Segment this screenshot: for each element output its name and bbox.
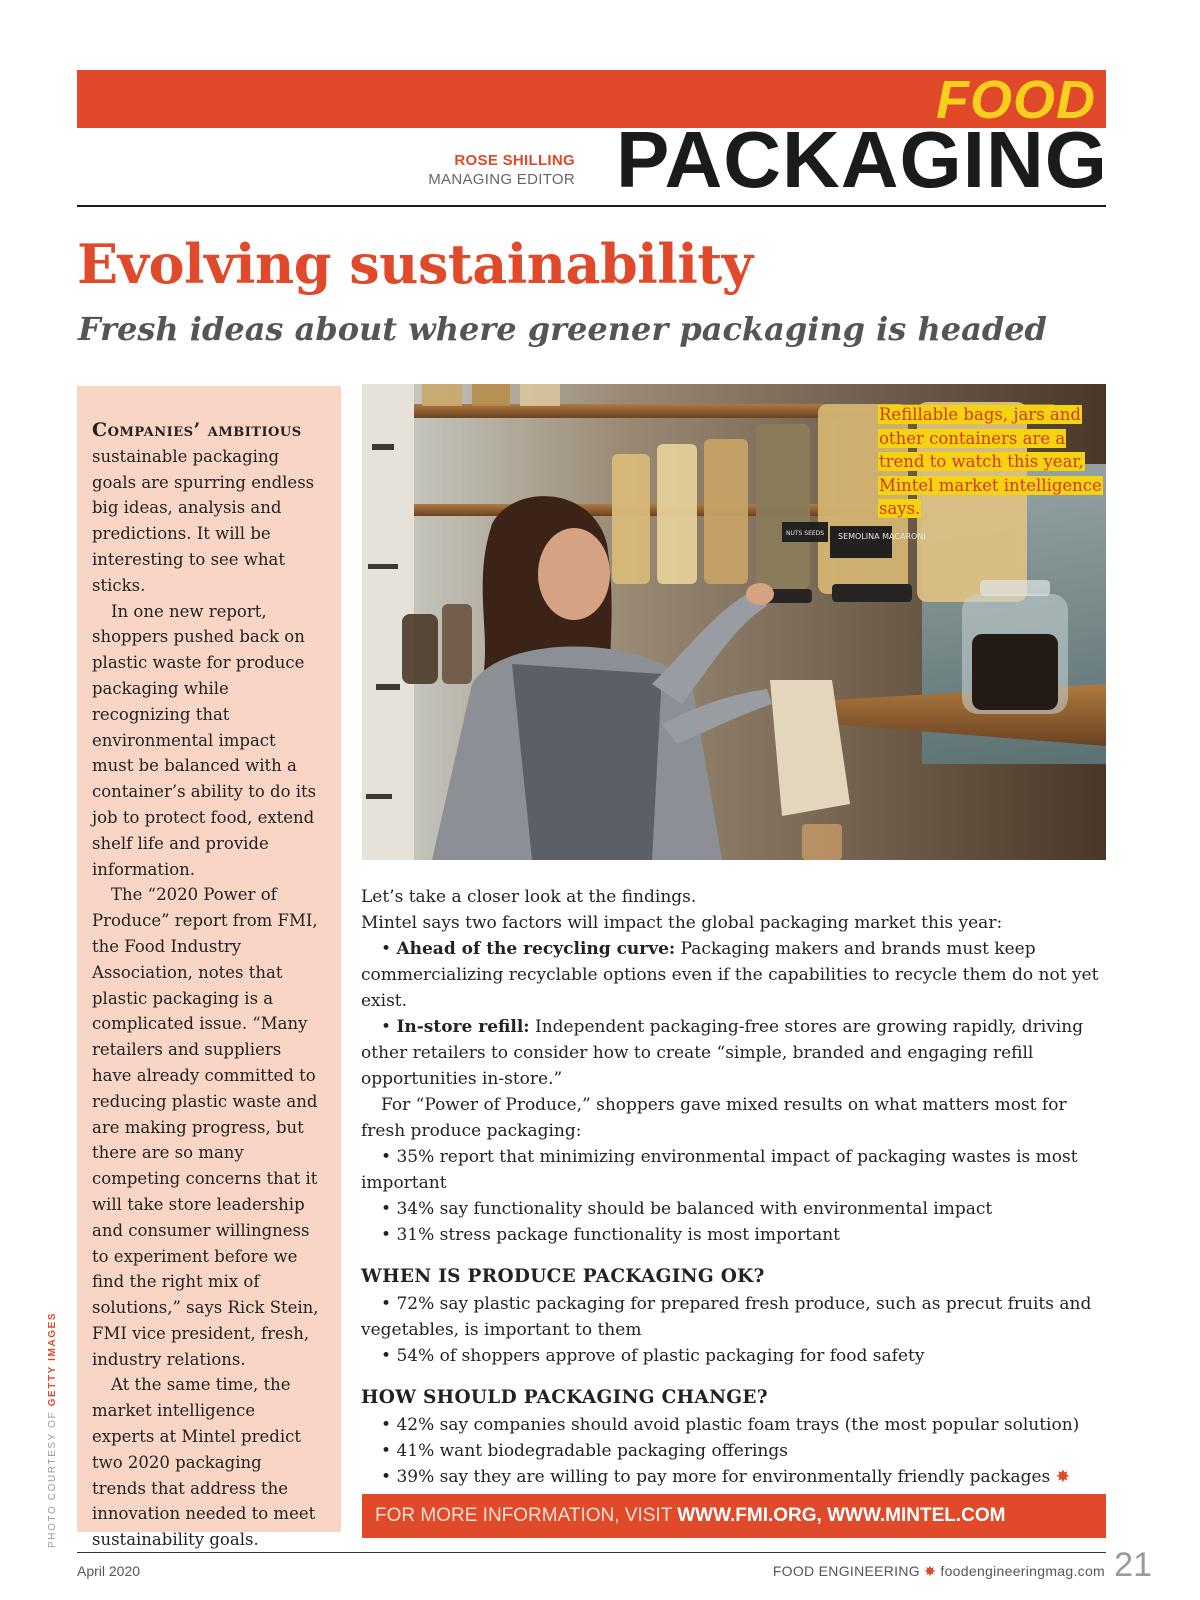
stat-text: 72% say plastic packaging for prepared fresh produce, such as precut fruits and vegetables, is important to them: [361, 1294, 1092, 1340]
feature-photo: [362, 384, 1106, 860]
stat-item: [361, 1464, 1109, 1490]
stat-item: [361, 1343, 1109, 1369]
photo-caption: [878, 403, 1103, 521]
issue-date: April 2020: [77, 1563, 141, 1579]
stat-text: 34% say functionality should be balanced with environmental impact: [396, 1199, 993, 1219]
subhead: WHEN IS PRODUCE PACKAGING OK?: [361, 1266, 765, 1287]
bullet-dot: •: [381, 1415, 392, 1435]
magazine-name: FOOD ENGINEERING: [772, 1563, 920, 1579]
page-number: 21: [1114, 1546, 1152, 1584]
stat-item: [361, 1412, 1109, 1438]
bullet-label: In-store refill:: [396, 1017, 530, 1037]
bullet-dot: •: [381, 1441, 392, 1461]
bullet-dot: •: [381, 1017, 392, 1037]
stat-text: 35% report that minimizing environmental impact of packaging wastes is most important: [361, 1147, 1078, 1193]
stat-item: [361, 1291, 1109, 1343]
article-headline: Evolving sustainability: [77, 232, 753, 296]
body-paragraph: Mintel says two factors will impact the global packaging market this year:: [361, 913, 1003, 933]
sidebar-text: [92, 418, 320, 1553]
photo-credit-prefix: PHOTO COURTESY OF: [47, 1406, 58, 1548]
bullet-dot: •: [381, 939, 392, 959]
stat-text: 39% say they are willing to pay more for environmentally friendly packages: [396, 1467, 1051, 1487]
photo-caption-text: Refillable bags, jars and other containers are a trend to watch this year, Mintel market intelligence says.: [879, 405, 1102, 518]
stat-item: [361, 1438, 1109, 1464]
more-info-links[interactable]: WWW.FMI.ORG, WWW.MINTEL.COM: [677, 1505, 1006, 1526]
bullet-dot: •: [381, 1199, 392, 1219]
separator-icon: ✸: [924, 1563, 937, 1579]
stat-text: 41% want biodegradable packaging offerings: [396, 1441, 788, 1461]
sidebar-paragraph-text: sustainable packaging goals are spurring endless big ideas, analysis and predictions. It will be interesting to see what sticks.: [92, 446, 315, 595]
stat-item: [361, 1144, 1109, 1196]
bullet-text: Packaging makers and brands must keep commercializing recyclable options even if the capabilities to recycle them do not yet exist.: [361, 939, 1099, 1011]
bullet-dot: •: [381, 1147, 392, 1167]
body-paragraph: For “Power of Produce,” shoppers gave mixed results on what matters most for fresh produce packaging:: [361, 1095, 1067, 1141]
jar-label-2: NUTS SEEDS: [786, 530, 825, 537]
byline: [428, 152, 575, 188]
photo-credit-source: GETTY IMAGES: [47, 1311, 58, 1407]
stat-item: [361, 1196, 1109, 1222]
bullet-text: Independent packaging-free stores are growing rapidly, driving other retailers to consider how to create “simple, branded and engaging refill opportunities in-store.”: [361, 1017, 1084, 1089]
footer-divider: [77, 1552, 1106, 1553]
lead-in: Companies’ ambitious: [92, 419, 302, 441]
bullet-dot: •: [381, 1225, 392, 1245]
article-body: [361, 884, 1109, 1490]
sidebar-paragraph: [92, 418, 320, 599]
subhead: HOW SHOULD PACKAGING CHANGE?: [361, 1387, 768, 1408]
photo-credit: [47, 1312, 58, 1548]
body-paragraph: Let’s take a closer look at the findings.: [361, 887, 697, 907]
footer-masthead: [773, 1563, 1105, 1580]
author-name: ROSE SHILLING: [454, 152, 575, 169]
bullet-dot: •: [381, 1294, 392, 1314]
sidebar-paragraph: The “2020 Power of Produce” report from FMI, the Food Industry Association, notes that plastic packaging is a complicated issue. “Many retailers and suppliers have already committed to reducing plastic waste and are making progress, but there are so many competing concerns that it will take store leadership and consumer willingness to experiment before we find the right mix of solutions,” says Rick Stein, FMI vice president, fresh, industry relations.: [92, 885, 319, 1369]
sidebar-paragraph: At the same time, the market intelligence experts at Mintel predict two 2020 packaging trends that address the innovation needed to meet sustainability goals.: [92, 1375, 316, 1550]
section-title-food: FOOD: [936, 70, 1096, 130]
sidebar-paragraph: In one new report, shoppers pushed back on plastic waste for produce packaging while recognizing that environmental impact must be balanced with a container’s ability to do its job to protect food, extend shelf life and provide information.: [92, 601, 317, 879]
sidebar-column: [77, 386, 341, 1550]
stat-text: 42% say companies should avoid plastic foam trays (the most popular solution): [396, 1415, 1080, 1435]
header-divider: [77, 205, 1106, 207]
section-title-packaging: PACKAGING: [616, 115, 1108, 204]
end-mark-icon: ✸: [1055, 1467, 1070, 1487]
author-title: MANAGING EDITOR: [428, 171, 575, 188]
magazine-site[interactable]: foodengineeringmag.com: [940, 1563, 1105, 1579]
bullet-dot: •: [381, 1346, 392, 1366]
bullet-dot: •: [381, 1467, 392, 1487]
more-info-bar: [362, 1494, 1106, 1538]
jar-label-1: SEMOLINA MACARONI: [838, 532, 926, 541]
stat-text: 31% stress package functionality is most important: [396, 1225, 840, 1245]
bullet-item: [361, 936, 1109, 1014]
bullet-item: [361, 1014, 1109, 1092]
bullet-label: Ahead of the recycling curve:: [396, 939, 676, 959]
more-info-prefix: FOR MORE INFORMATION, VISIT: [375, 1505, 678, 1526]
article-deck: Fresh ideas about where greener packaging is headed: [78, 310, 1047, 348]
stat-text: 54% of shoppers approve of plastic packaging for food safety: [396, 1346, 925, 1366]
stat-item: [361, 1222, 1109, 1248]
